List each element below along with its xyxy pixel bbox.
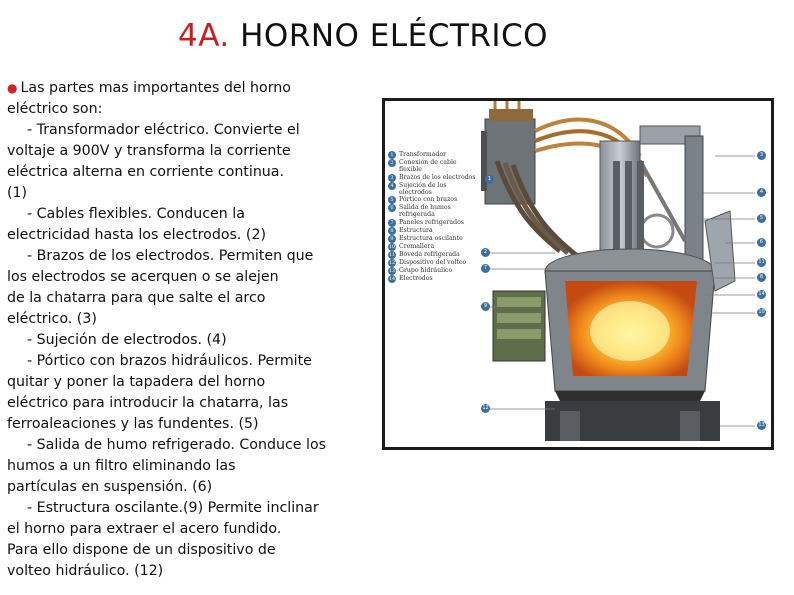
callout-badge: 6 xyxy=(757,238,766,247)
body-line: eléctrico son: xyxy=(7,101,103,117)
body-line: voltaje a 900V y transforma la corriente xyxy=(7,143,291,159)
callout-badge: 1 xyxy=(485,175,494,184)
tilting-structure xyxy=(545,401,720,441)
body-line: (1) xyxy=(7,185,28,201)
furnace-illustration xyxy=(382,98,774,450)
callout-badge: 14 xyxy=(758,291,765,297)
body-line: - Transformador eléctrico. Convierte el xyxy=(27,122,300,138)
legend-item: 3 Brazos de los electrodos xyxy=(388,174,480,182)
legend-item: 6 Salida de humos refrigerada xyxy=(388,204,480,219)
callout-badge: 5 xyxy=(757,214,766,223)
body-line: de la chatarra para que salte el arco xyxy=(7,290,266,306)
legend-item: 1 Transformador xyxy=(388,151,480,159)
body-line: los electrodos se acerquen o se alejen xyxy=(7,269,279,285)
legend-item: 5 Pórtico con brazos xyxy=(388,196,480,204)
legend-item: 2 Conexión de cable flexible xyxy=(388,159,480,174)
legend-item: 9 Estructura oscilante xyxy=(388,235,480,243)
body-line: - Sujeción de electrodos. (4) xyxy=(27,332,227,348)
body-line: Para ello dispone de un dispositivo de xyxy=(7,542,276,558)
legend-item: 13 Grupo hidráulico xyxy=(388,266,453,274)
body-line: volteo hidráulico. (12) xyxy=(7,563,164,579)
legend-item: 12 Dispositivo del volteo xyxy=(388,258,467,266)
legend-item: 7 Paneles refrigerados xyxy=(388,219,480,227)
body-line: electricidad hasta los electrodos. (2) xyxy=(7,227,267,243)
furnace-vessel xyxy=(545,249,715,411)
callout-badge: 4 xyxy=(757,188,766,197)
callout-badge: 12 xyxy=(482,405,489,411)
callout-badge: 10 xyxy=(758,309,765,315)
body-line: - Cables flexibles. Conducen la xyxy=(27,206,245,222)
body-line: eléctrico. (3) xyxy=(7,311,97,327)
figure-legend xyxy=(388,151,480,283)
callout-badge: 8 xyxy=(757,273,766,282)
bullet-icon: ● xyxy=(7,81,18,95)
body-line: ● Las partes mas importantes del horno xyxy=(7,80,291,96)
body-line: partículas en suspensión. (6) xyxy=(7,479,213,495)
body-line: - Pórtico con brazos hidráulicos. Permite xyxy=(27,353,312,369)
callout-badge: 7 xyxy=(481,264,490,273)
legend-item: 8 Estructura xyxy=(388,227,480,235)
body-text xyxy=(7,78,377,582)
body-line: el horno para extraer el acero fundido. xyxy=(7,521,282,537)
slide-title xyxy=(178,18,548,54)
body-line: ferroaleaciones y las fundentes. (5) xyxy=(7,416,259,432)
callout-badge: 9 xyxy=(481,302,490,311)
callout-badge: 3 xyxy=(757,151,766,160)
legend-item: 11 Bóveda refrigerada xyxy=(388,250,460,258)
legend-item: 14 Electrodos xyxy=(388,274,433,282)
hydraulic-group xyxy=(493,291,545,361)
legend-item: 10 Cremallera xyxy=(388,242,435,250)
body-line: humos a un filtro eliminando las xyxy=(7,458,236,474)
body-line: eléctrico para introducir la chatarra, las xyxy=(7,395,289,411)
callout-badge: 2 xyxy=(481,248,490,257)
body-line: quitar y poner la tapadera del horno xyxy=(7,374,266,390)
callout-badge: 13 xyxy=(758,422,765,428)
callout-badge: 11 xyxy=(758,259,765,265)
body-line: - Estructura oscilante.(9) Permite inclinar xyxy=(27,500,319,516)
title-number: 4A. xyxy=(178,18,230,54)
title-text: HORNO ELÉCTRICO xyxy=(240,18,549,54)
legend-item: 4 Sujeción de los electrodos xyxy=(388,182,480,197)
body-line: eléctrica alterna en corriente continua. xyxy=(7,164,285,180)
body-line: - Salida de humo refrigerado. Conduce los xyxy=(27,437,327,453)
body-line: - Brazos de los electrodos. Permiten que xyxy=(27,248,314,264)
